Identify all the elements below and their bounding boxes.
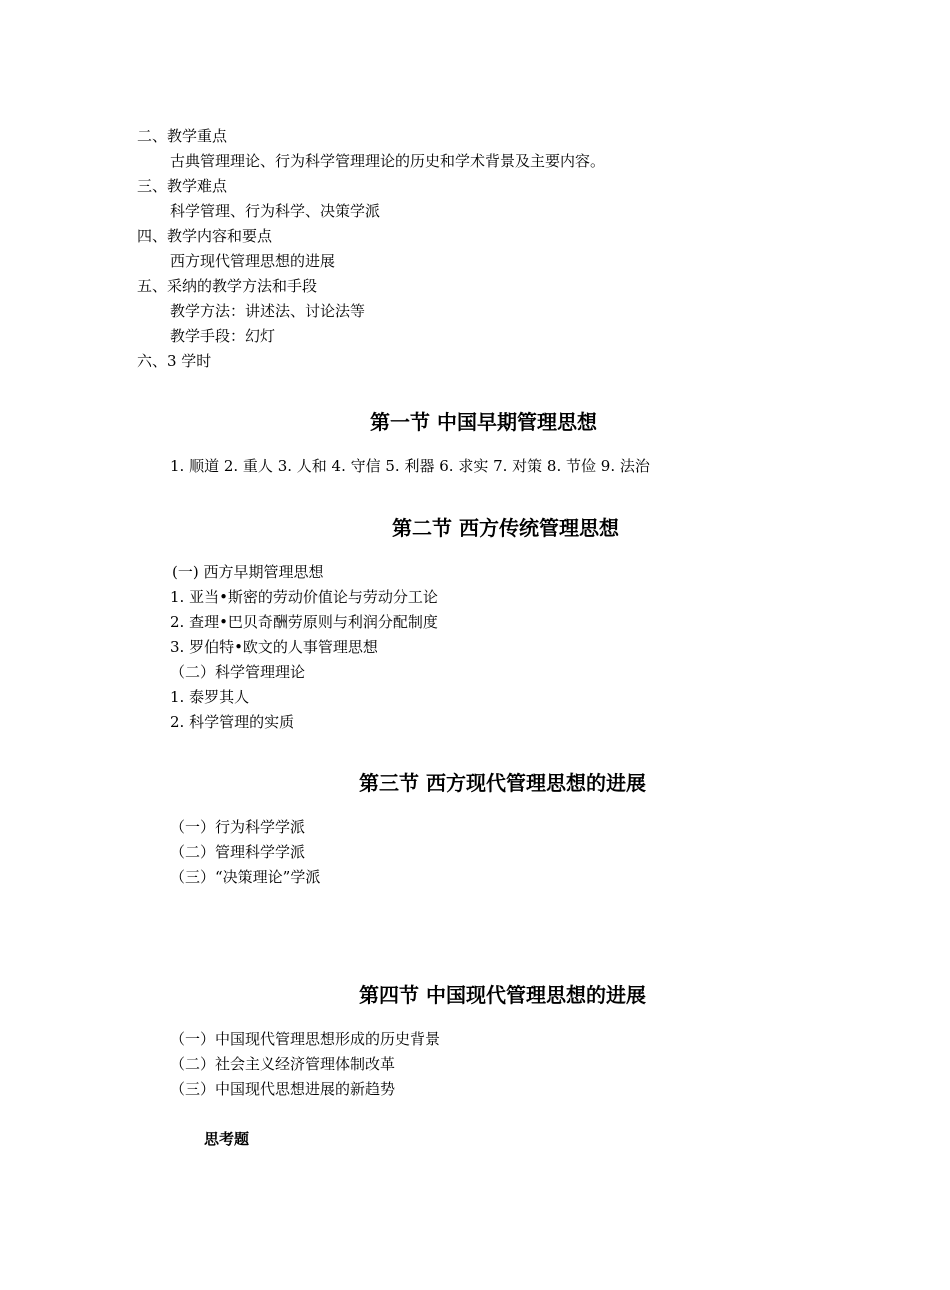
outline-text-teaching-method: 教学方法：讲述法、讨论法等 bbox=[170, 302, 366, 320]
outline-heading-teaching-difficulty: 三、教学难点 bbox=[137, 177, 228, 195]
section-2-title: 第二节 西方传统管理思想 bbox=[392, 516, 619, 540]
section-3-item: （一）行为科学学派 bbox=[170, 818, 306, 836]
outline-heading-methods: 五、采纳的教学方法和手段 bbox=[137, 277, 318, 295]
section-2-item: (一) 西方早期管理思想 bbox=[172, 563, 324, 581]
section-4-item: （一）中国现代管理思想形成的历史背景 bbox=[170, 1030, 441, 1048]
outline-heading-teaching-focus: 二、教学重点 bbox=[137, 127, 228, 145]
review-questions-heading: 思考题 bbox=[204, 1130, 250, 1148]
outline-text-difficulty-content: 科学管理、行为科学、决策学派 bbox=[170, 202, 381, 220]
outline-heading-teaching-content: 四、教学内容和要点 bbox=[137, 227, 273, 245]
section-1-item: 1. 顺道 2. 重人 3. 人和 4. 守信 5. 利器 6. 求实 7. 对策 8. 节俭 9. 法治 bbox=[170, 457, 650, 475]
outline-heading-hours: 六、3 学时 bbox=[137, 352, 212, 370]
section-1-title: 第一节 中国早期管理思想 bbox=[370, 410, 597, 434]
section-4-item: （二）社会主义经济管理体制改革 bbox=[170, 1055, 396, 1073]
outline-text-focus-content: 古典管理理论、行为科学管理理论的历史和学术背景及主要内容。 bbox=[170, 152, 606, 170]
section-3-item: （二）管理科学学派 bbox=[170, 843, 306, 861]
section-2-item: 2. 科学管理的实质 bbox=[170, 713, 295, 731]
section-3-item: （三）“决策理论”学派 bbox=[170, 868, 321, 886]
section-3-title: 第三节 西方现代管理思想的进展 bbox=[359, 771, 646, 795]
section-2-item: 3. 罗伯特•欧文的人事管理思想 bbox=[170, 638, 378, 656]
section-2-item: 1. 亚当•斯密的劳动价值论与劳动分工论 bbox=[170, 588, 438, 606]
section-2-item: 1. 泰罗其人 bbox=[170, 688, 250, 706]
section-4-title: 第四节 中国现代管理思想的进展 bbox=[359, 983, 646, 1007]
outline-text-content-points: 西方现代管理思想的进展 bbox=[170, 252, 336, 270]
outline-text-teaching-means: 教学手段：幻灯 bbox=[170, 327, 276, 345]
section-2-item: 2. 查理•巴贝奇酬劳原则与利润分配制度 bbox=[170, 613, 438, 631]
section-2-item: （二）科学管理理论 bbox=[170, 663, 306, 681]
section-4-item: （三）中国现代思想进展的新趋势 bbox=[170, 1080, 396, 1098]
